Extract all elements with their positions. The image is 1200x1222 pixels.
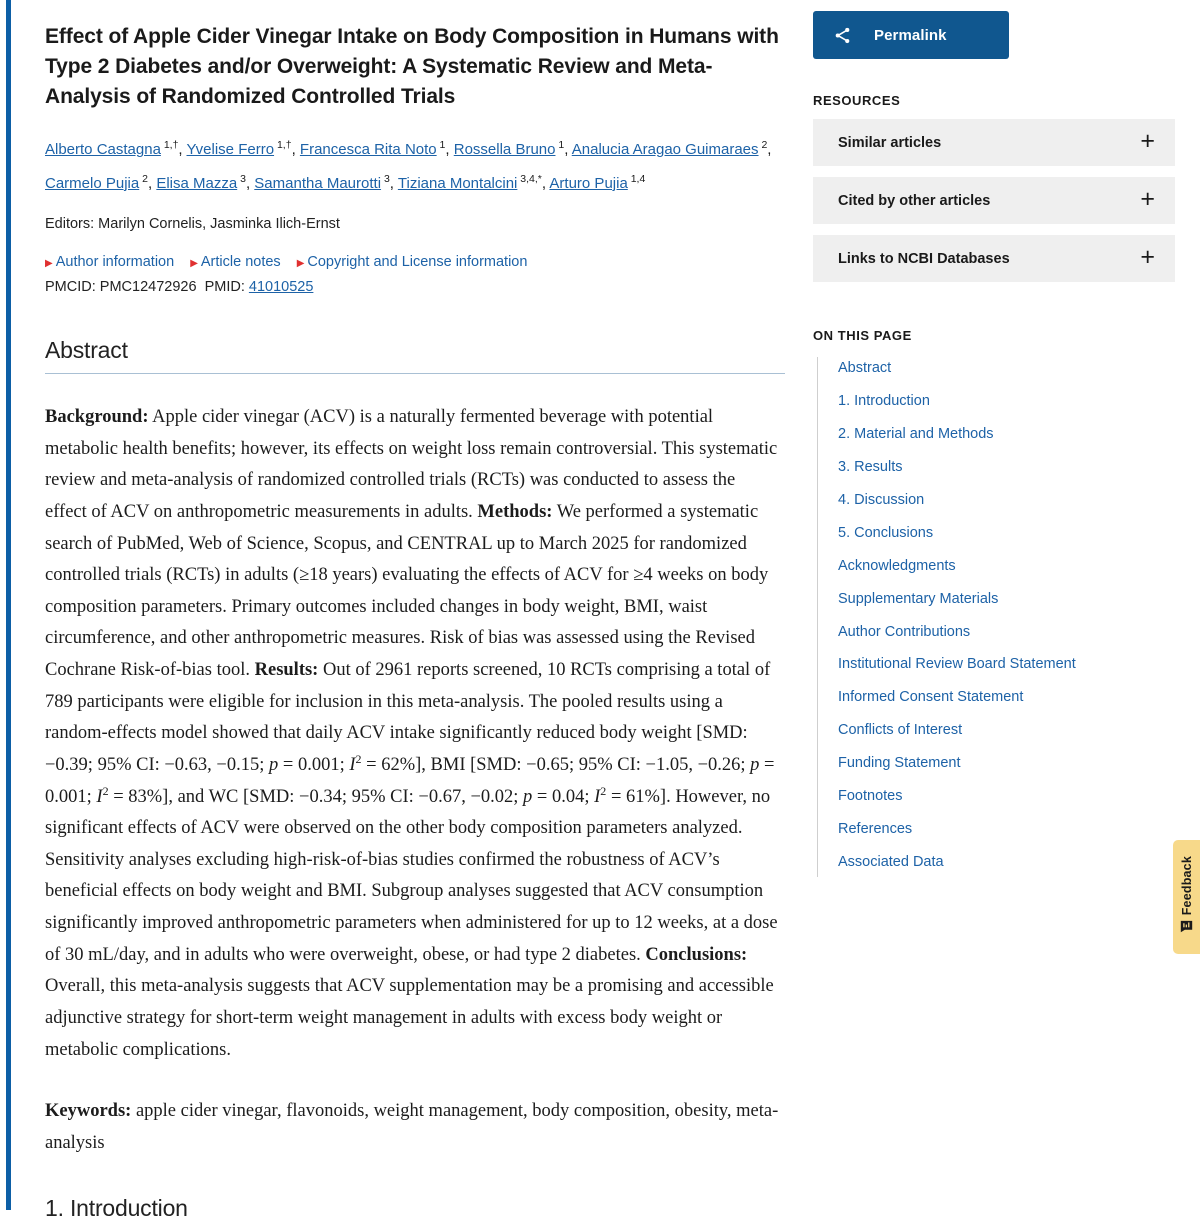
author-separator: , xyxy=(178,141,187,159)
toc-item-conflicts-of-interest[interactable]: Conflicts of Interest xyxy=(838,722,963,739)
p-value-italic: p xyxy=(523,786,533,807)
article-notes-label[interactable]: Article notes xyxy=(200,254,281,271)
accordion-label: Links to NCBI Databases xyxy=(838,250,1010,267)
abstract-text xyxy=(45,402,780,1066)
author-link[interactable]: Rossella Bruno xyxy=(453,141,556,159)
plus-icon[interactable]: + xyxy=(1140,126,1155,155)
author-affiliation-marker: 3,4,* xyxy=(517,172,542,185)
abstract-results-text-4: = 0.001; xyxy=(45,754,775,807)
abstract-results-text-5: = 83%], and WC [SMD: −0.34; 95% CI: −0.67, −0.02; xyxy=(108,786,524,807)
abstract-results-text-3: = 62%], BMI [SMD: −0.65; 95% CI: −1.05, −0.26; xyxy=(361,754,751,775)
abstract-background-label: Background: xyxy=(45,407,149,428)
on-this-page-heading: ON THIS PAGE xyxy=(813,328,912,343)
table-of-contents xyxy=(817,357,1200,877)
triangle-right-icon: ▶ xyxy=(45,258,53,270)
toc-item-informed-consent-statement[interactable]: Informed Consent Statement xyxy=(838,689,1024,706)
author-link[interactable]: Francesca Rita Noto xyxy=(299,141,437,159)
copyright-license-link[interactable] xyxy=(297,254,528,270)
pmid-link[interactable]: 41010525 xyxy=(248,279,314,296)
article-sidebar xyxy=(800,0,1200,1210)
pmid-label: PMID: xyxy=(204,279,245,296)
accordion-links-to-ncbi-databases[interactable] xyxy=(813,235,1175,282)
abstract-results-text-7: = 61%]. However, no significant effects of ACV were observed on the other body composition parameters analyzed. Sensitivity analyses excluding high-risk-of-bias studies confirmed the robustness of ACV’s beneficial effects on body weight and BMI. Subgroup analyses suggested that ACV consumption significantly improved anthropometric parameters when administered for up to 12 weeks, at a dose of 30 mL/day, and in adults who were overweight, obese, or had type 2 diabetes. xyxy=(45,786,778,965)
author-affiliation-marker: 1,† xyxy=(274,139,292,152)
author-link[interactable]: Tiziana Montalcini xyxy=(397,174,518,192)
keywords-label: Keywords: xyxy=(45,1101,132,1122)
author-affiliation-marker: 3 xyxy=(381,172,390,185)
feedback-label: Feedback xyxy=(1179,856,1194,916)
feedback-chart-icon xyxy=(1180,920,1193,938)
introduction-heading: 1. Introduction xyxy=(45,1195,188,1222)
author-separator: , xyxy=(245,174,255,192)
abstract-conclusions-label: Conclusions: xyxy=(645,944,748,965)
author-affiliation-marker: 3 xyxy=(237,172,246,185)
author-separator: , xyxy=(445,141,454,159)
plus-icon[interactable]: + xyxy=(1140,184,1155,213)
page-title: Effect of Apple Cider Vinegar Intake on Body Composition in Humans with Type 2 Diabetes and/or Overweight: A Systematic Review and Meta-Analysis of Randomized Controlled Trials xyxy=(45,25,779,108)
toc-item-footnotes[interactable]: Footnotes xyxy=(838,788,903,805)
i-squared-italic: I xyxy=(594,786,601,807)
author-link[interactable]: Elisa Mazza xyxy=(156,174,238,192)
feedback-tab[interactable] xyxy=(1173,840,1200,954)
triangle-right-icon: ▶ xyxy=(296,258,305,270)
author-link[interactable]: Carmelo Pujia xyxy=(45,174,140,192)
toc-item-4-discussion[interactable]: 4. Discussion xyxy=(838,491,925,508)
toc-item-3-results[interactable]: 3. Results xyxy=(838,458,903,475)
author-link[interactable]: Samantha Maurotti xyxy=(254,174,382,192)
i-squared-italic: I xyxy=(349,754,356,775)
abstract-results-text-2: = 0.001; xyxy=(278,754,350,775)
author-information-link[interactable] xyxy=(45,254,174,270)
p-value-italic: p xyxy=(750,754,760,775)
author-separator: , xyxy=(767,141,772,159)
abstract-methods-label: Methods: xyxy=(477,501,553,522)
share-icon xyxy=(833,26,852,45)
triangle-right-icon: ▶ xyxy=(190,258,198,270)
i-squared-exponent: 2 xyxy=(102,783,109,798)
author-separator: , xyxy=(541,174,550,192)
author-affiliation-marker: 2 xyxy=(758,139,768,152)
toc-item-references[interactable]: References xyxy=(838,821,913,838)
i-squared-exponent: 2 xyxy=(600,783,607,798)
author-affiliation-marker: 1 xyxy=(555,139,565,152)
author-affiliation-marker: 1,4 xyxy=(627,172,646,185)
author-separator: , xyxy=(291,141,300,159)
author-link[interactable]: Yvelise Ferro xyxy=(186,141,275,159)
accordion-cited-by-other-articles[interactable] xyxy=(813,177,1175,224)
author-link[interactable]: Arturo Pujia xyxy=(549,174,628,192)
toc-item-1-introduction[interactable]: 1. Introduction xyxy=(838,392,930,409)
author-separator: , xyxy=(389,174,398,192)
accordion-label: Similar articles xyxy=(838,134,942,151)
accordion-similar-articles[interactable] xyxy=(813,119,1175,166)
author-affiliation-marker: 1 xyxy=(436,139,446,152)
toc-item-abstract[interactable]: Abstract xyxy=(838,360,892,376)
editors-line: Editors: Marilyn Cornelis, Jasminka Ilich-Ernst xyxy=(45,216,340,233)
accordion-label: Cited by other articles xyxy=(838,192,991,209)
toc-item-2-material-and-methods[interactable]: 2. Material and Methods xyxy=(838,425,994,442)
author-affiliation-marker: 1,† xyxy=(160,139,179,152)
abstract-conclusions-text: Overall, this meta-analysis suggests that ACV supplementation may be a promising and accessible adjunctive strategy for short-term weight management in adults with excess body weight or metabolic complications. xyxy=(45,976,774,1060)
abstract-methods-text: We performed a systematic search of PubMed, Web of Science, Scopus, and CENTRAL up to March 2025 for randomized controlled trials (RCTs) in adults (≥18 years) evaluating the effects of ACV for ≥4 weeks on body composition parameters. Primary outcomes included changes in body weight, BMI, waist circumference, and other anthropometric measures. Risk of bias was assessed using the Revised Cochrane Risk-of-bias tool. xyxy=(45,501,769,681)
toc-item-associated-data[interactable]: Associated Data xyxy=(838,854,944,871)
author-affiliation-marker: 2 xyxy=(139,172,148,185)
toc-item-author-contributions[interactable]: Author Contributions xyxy=(838,623,971,640)
abstract-results-text-6: = 0.04; xyxy=(532,786,595,807)
author-information-label[interactable]: Author information xyxy=(55,254,175,271)
abstract-background-text: Apple cider vinegar (ACV) is a naturally fermented beverage with potential metabolic health benefits; however, its effects on weight loss remain controversial. This systematic review and meta-analysis of randomized controlled trials (RCTs) was conducted to assess the effect of ACV on anthropometric measurements in adults. xyxy=(45,407,778,522)
i-squared-exponent: 2 xyxy=(355,751,362,766)
author-separator: , xyxy=(147,174,157,192)
p-value-italic: p xyxy=(269,754,279,775)
resources-heading: RESOURCES xyxy=(813,93,901,108)
pmcid-value: PMCID: PMC12472926 xyxy=(45,279,197,296)
identifier-line xyxy=(45,279,800,295)
keywords-block xyxy=(45,1096,780,1159)
copyright-license-label[interactable]: Copyright and License information xyxy=(307,254,528,271)
toc-item-acknowledgments[interactable]: Acknowledgments xyxy=(838,557,956,574)
toc-item-institutional-review-board-statement[interactable]: Institutional Review Board Statement xyxy=(838,656,1076,673)
author-link[interactable]: Alberto Castagna xyxy=(45,141,161,159)
article-notes-link[interactable] xyxy=(190,254,281,270)
permalink-label: Permalink xyxy=(874,26,947,44)
toc-item-funding-statement[interactable]: Funding Statement xyxy=(838,755,961,772)
author-separator: , xyxy=(564,141,572,159)
abstract-results-label: Results: xyxy=(254,660,319,681)
article-info-links xyxy=(45,254,800,270)
author-link[interactable]: Analucia Aragao Guimaraes xyxy=(571,141,759,159)
abstract-results-text-1: Out of 2961 reports screened, 10 RCTs comprising a total of 789 participants were eligible for inclusion in this meta-analysis. The pooled results using a random-effects model showed that daily ACV intake significantly reduced body weight [SMD: −0.39; 95% CI: −0.63, −0.15; xyxy=(45,660,771,775)
abstract-heading: Abstract xyxy=(45,337,785,374)
permalink-button[interactable] xyxy=(813,11,1009,59)
keywords-text: apple cider vinegar, flavonoids, weight management, body composition, obesity, meta-analysis xyxy=(45,1101,779,1153)
i-squared-italic: I xyxy=(96,786,103,807)
author-list xyxy=(45,133,790,200)
toc-item-supplementary-materials[interactable]: Supplementary Materials xyxy=(838,590,999,607)
plus-icon[interactable]: + xyxy=(1140,242,1155,271)
toc-item-5-conclusions[interactable]: 5. Conclusions xyxy=(838,524,934,541)
